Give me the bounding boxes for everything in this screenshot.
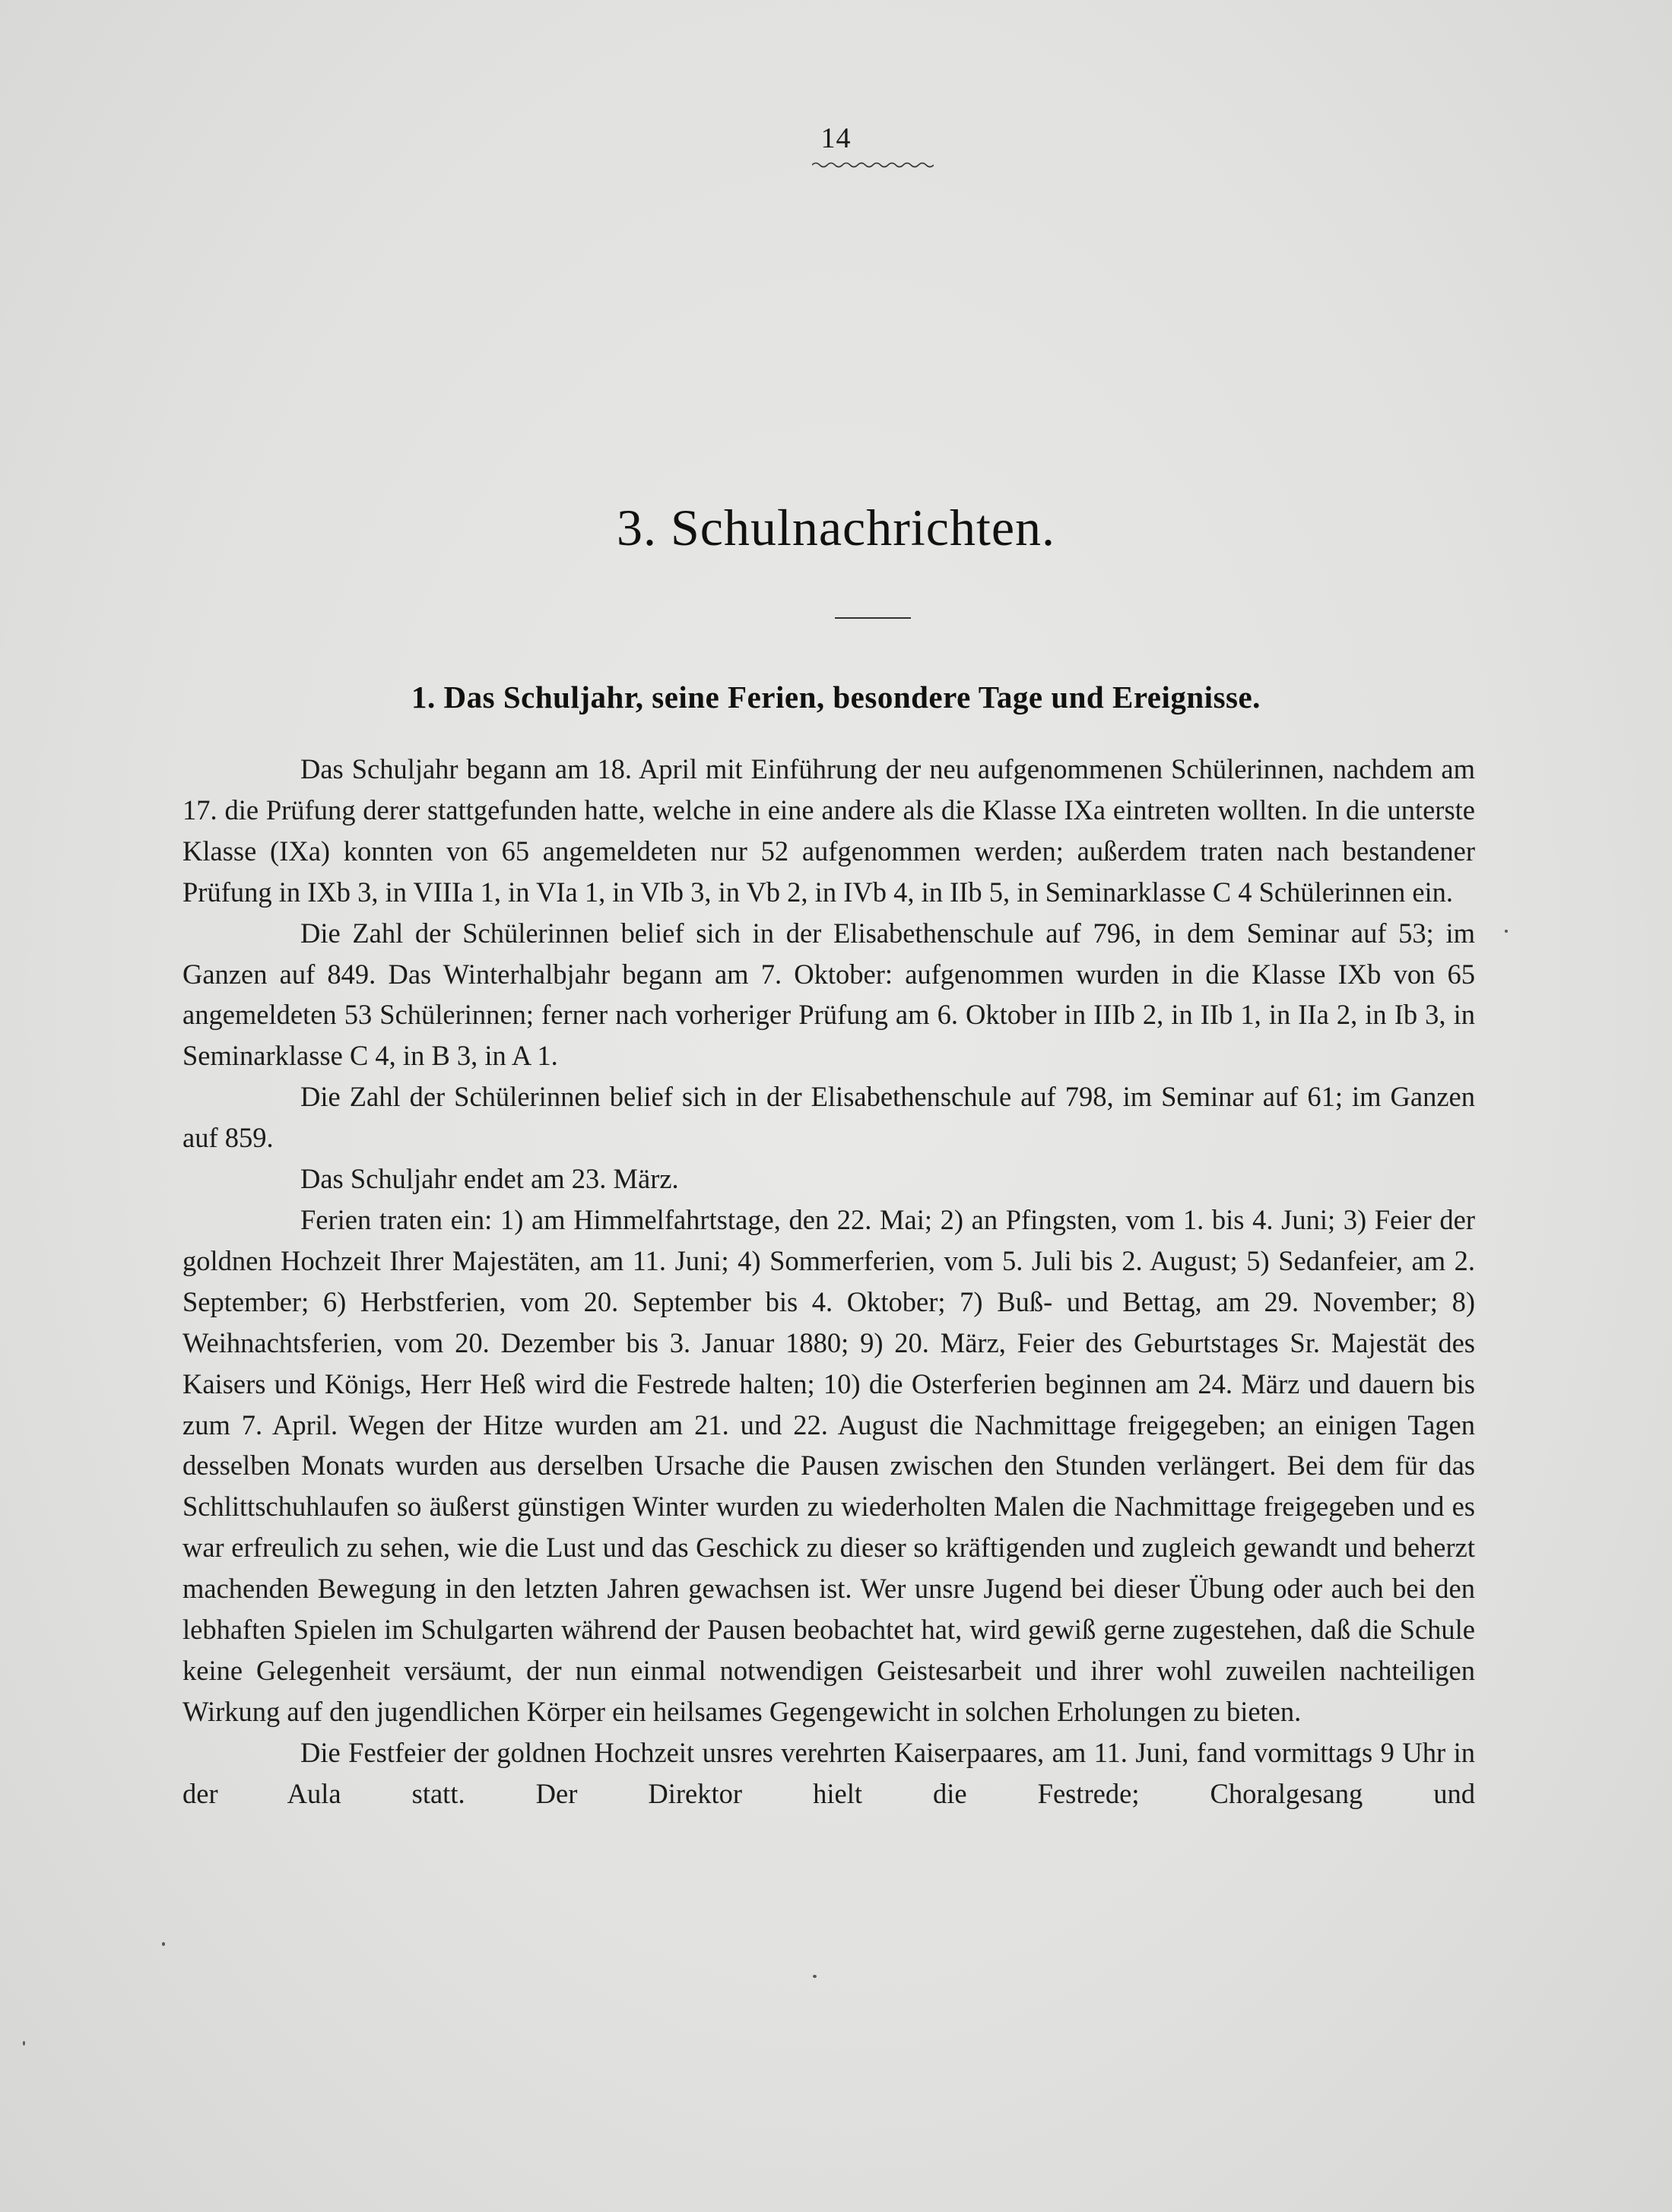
title-divider <box>835 617 911 619</box>
paragraph-holidays: Ferien traten ein: 1) am Himmelfahrtstage, den 22. Mai; 2) an Pfingsten, vom 1. bis 4. Juni; 3) Feier der goldnen Hochzeit Ihrer Majestäten, am 11. Juni; 4) Sommerferien, vom 5. Juli bis 2. August; 5) Sedanfeier, am 2. September; 6) Herbstferien, vom 20. September bis 4. Oktober; 7) Buß- und Bettag, am 29. November; 8) Weihnachtsferien, vom 20. Dezember bis 3. Januar 1880; 9) 20. März, Feier des Geburtstages Sr. Majestät des Kaisers und Königs, Herr Heß wird die Festrede halten; 10) die Osterferien beginnen am 24. März und dauern bis zum 7. April. Wegen der Hitze wurden am 21. und 22. August die Nachmittage freigegeben; an einigen Tagen desselben Monats wurden aus derselben Ursache die Pausen zwischen den Stunden verlängert. Bei dem für das Schlittschuhlaufen so äußerst günstigen Winter wurden zu wiederholten Malen die Nachmittage freigegeben und es war erfreulich zu sehen, wie die Lust und das Geschick zu dieser so kräftigenden und zugleich gewandt und beherzt machenden Bewegung in den letzten Jahren gewachsen ist. Wer unsre Jugend bei dieser Übung oder auch bei den lebhaften Spielen im Schulgarten während der Pausen beobachtet hat, wird gewiß gerne zugestehen, daß die Schule keine Gelegenheit versäumt, der nun einmal notwendigen Geistesarbeit und ihrer wohl zuweilen nachteiligen Wirkung auf den jugendlichen Körper ein heilsames Gegengewicht in solchen Erholungen zu bieten. <box>182 1203 1475 1727</box>
paragraph-golden-wedding: Die Festfeier der goldnen Hochzeit unsres verehrten Kaiserpaares, am 11. Juni, fand vormittags 9 Uhr in der Aula statt. Der Direktor hielt die Festrede; Choralgesang und <box>182 1736 1475 1809</box>
paragraph-school-year-end: Das Schuljahr endet am 23. März. <box>300 1163 679 1195</box>
body-text <box>182 749 1475 1814</box>
print-speck <box>813 1975 817 1978</box>
paragraph-enrollment-spring: Das Schuljahr begann am 18. April mit Einführung der neu aufgenommenen Schülerinnen, nachdem am 17. die Prüfung derer stattgefunden hatte, welche in eine andere als die Klasse IXa eintreten wollten. In die unterste Klasse (IXa) konnten von 65 angemeldeten nur 52 aufgenommen werden; außerdem traten nach bestandener Prüfung in IXb 3, in VIIIa 1, in VIa 1, in VIb 3, in Vb 2, in IVb 4, in IIb 5, in Seminarklasse C 4 Schülerinnen ein. <box>182 753 1475 908</box>
page-title: 3. Schulnachrichten. <box>616 499 1056 556</box>
paragraph-enrollment-winter: Die Zahl der Schülerinnen belief sich in der Elisabethenschule auf 796, in dem Seminar auf 53; im Ganzen auf 849. Das Winterhalbjahr begann am 7. Oktober: aufgenommen wurden in die Klasse IXb von 65 angemeldeten 53 Schülerinnen; ferner nach vorheriger Prüfung am 6. Oktober in IIIb 2, in IIb 1, in IIa 2, in Ib 3, in Seminarklasse C 4, in B 3, in A 1. <box>182 917 1475 1072</box>
wavy-rule-ornament <box>812 161 934 169</box>
page-number: 14 <box>820 122 852 154</box>
paragraph-enrollment-total: Die Zahl der Schülerinnen belief sich in der Elisabethenschule auf 798, im Seminar auf 61; im Ganzen auf 859. <box>182 1081 1475 1154</box>
print-speck <box>162 1942 165 1946</box>
print-speck <box>23 2041 25 2046</box>
section-heading: 1. Das Schuljahr, seine Ferien, besondere Tage und Ereignisse. <box>411 680 1261 715</box>
print-speck <box>1505 930 1508 933</box>
